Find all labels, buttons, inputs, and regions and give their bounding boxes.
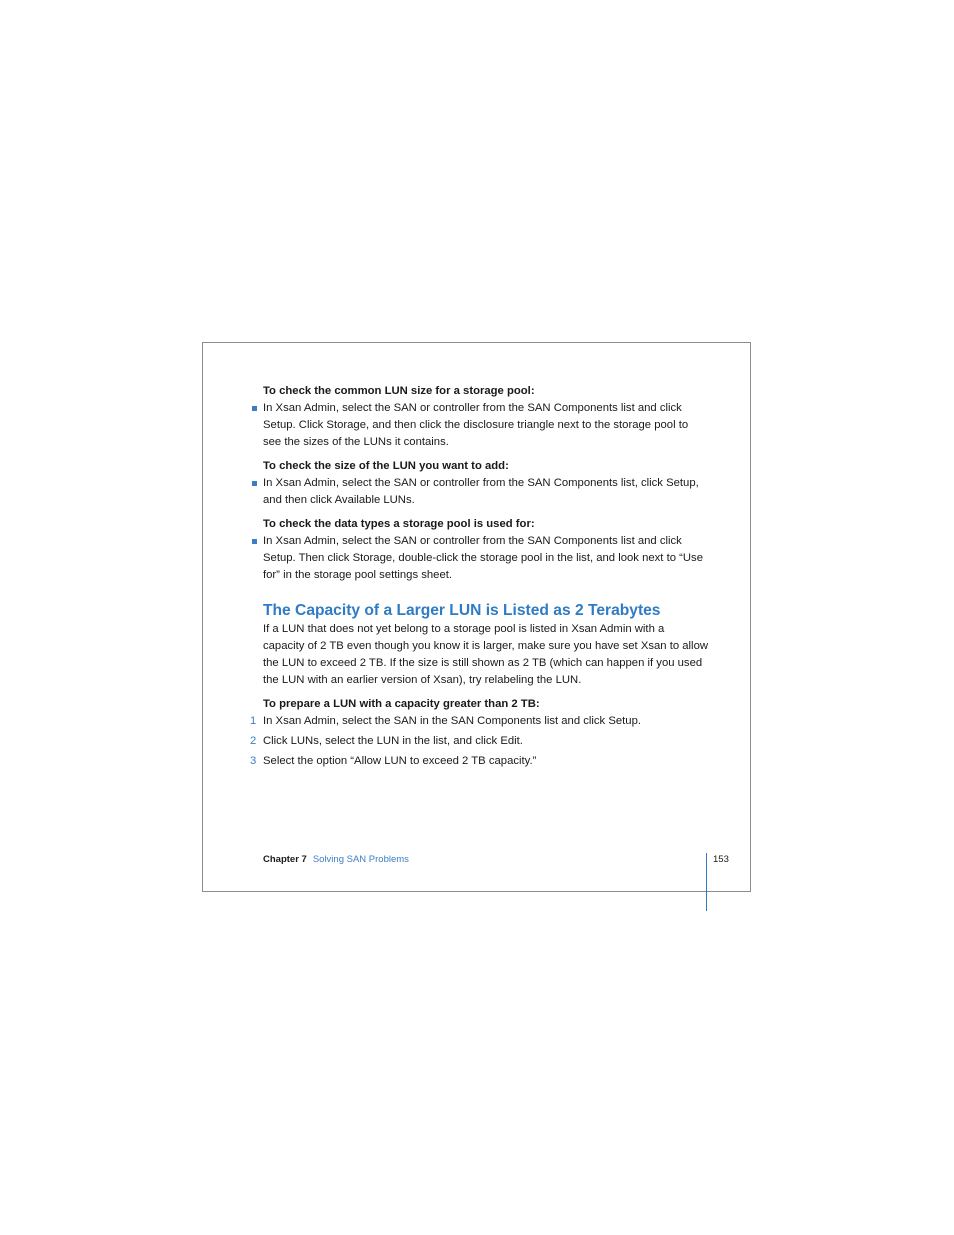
bullet-item-common-lun-size xyxy=(263,400,708,451)
procedure-heading-data-types: To check the data types a storage pool is used for: xyxy=(263,518,535,530)
footer-divider xyxy=(706,853,707,911)
square-bullet-icon xyxy=(252,481,257,486)
procedure-heading-lun-size-to-add: To check the size of the LUN you want to add: xyxy=(263,460,509,472)
step-item xyxy=(250,713,708,730)
square-bullet-icon xyxy=(252,406,257,411)
body-paragraph: If a LUN that does not yet belong to a storage pool is listed in Xsan Admin with a capacity of 2 TB even though you know it is larger, make sure you have set Xsan to allow the LUN to exceed 2 TB. If the size is still shown as 2 TB (which can happen if you used the LUN with an earlier version of Xsan), try relabeling the LUN. xyxy=(263,623,709,686)
page-content xyxy=(250,383,709,773)
page-number: 153 xyxy=(713,854,729,865)
chapter-label: Chapter 7 xyxy=(263,854,307,865)
step-item xyxy=(250,733,708,750)
bullet-item-data-types xyxy=(263,533,708,584)
step-text: Select the option “Allow LUN to exceed 2 TB capacity.” xyxy=(263,755,537,767)
footer-chapter xyxy=(263,853,409,867)
step-number: 1 xyxy=(250,715,257,727)
step-text: Click LUNs, select the LUN in the list, and click Edit. xyxy=(263,735,523,747)
bullet-text: In Xsan Admin, select the SAN or controller from the SAN Components list, click Setup, and then click Available LUNs. xyxy=(263,477,699,506)
bullet-item-lun-size-to-add xyxy=(263,475,708,509)
step-number: 3 xyxy=(250,755,257,767)
bullet-text: In Xsan Admin, select the SAN or controller from the SAN Components list and click Setup. Then click Storage, double-click the storage pool in the list, and look next to “Use for” in the storage pool settings sheet. xyxy=(263,535,703,581)
section-title: The Capacity of a Larger LUN is Listed as 2 Terabytes xyxy=(263,602,661,619)
procedure-heading-common-lun-size: To check the common LUN size for a storage pool: xyxy=(263,385,535,397)
step-text: In Xsan Admin, select the SAN in the SAN Components list and click Setup. xyxy=(263,715,642,727)
step-number: 2 xyxy=(250,735,257,747)
square-bullet-icon xyxy=(252,539,257,544)
chapter-title: Solving SAN Problems xyxy=(312,854,409,865)
procedure-heading-prepare-lun: To prepare a LUN with a capacity greater than 2 TB: xyxy=(263,698,540,710)
step-item xyxy=(250,753,708,770)
bullet-text: In Xsan Admin, select the SAN or controller from the SAN Components list and click Setup. Click Storage, and then click the disclosure triangle next to the storage pool to see the sizes of the LUNs it contains. xyxy=(263,402,689,448)
